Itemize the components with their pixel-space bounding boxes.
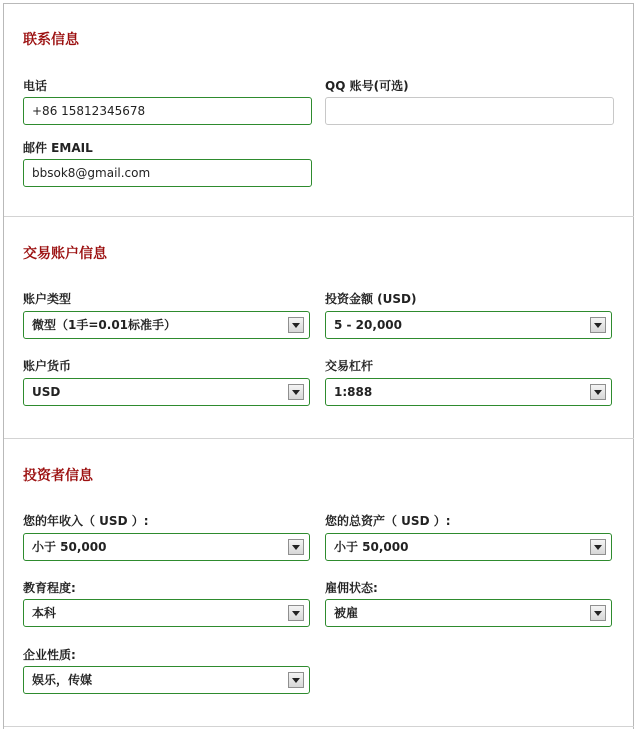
- account-type-label: 账户类型: [23, 292, 72, 306]
- amount-label: 投资金额 (USD): [325, 292, 417, 306]
- chevron-down-icon[interactable]: [288, 384, 304, 400]
- industry-select[interactable]: [23, 666, 310, 694]
- section-divider: [4, 438, 634, 439]
- industry-label: 企业性质:: [23, 648, 76, 662]
- leverage-label: 交易杠杆: [325, 359, 374, 373]
- amount-select[interactable]: [325, 311, 612, 339]
- industry-value: 娱乐，传媒: [32, 673, 93, 687]
- section-divider: [4, 726, 634, 727]
- qq-field[interactable]: [325, 97, 614, 125]
- currency-value: USD: [32, 385, 61, 399]
- education-value: 本科: [32, 606, 57, 620]
- investor-section-title: 投资者信息: [23, 468, 93, 484]
- account-type-value: 微型（1手=0.01标准手）: [32, 318, 177, 332]
- amount-value: 5 - 20,000: [334, 318, 402, 332]
- chevron-down-icon[interactable]: [288, 605, 304, 621]
- chevron-down-icon[interactable]: [288, 317, 304, 333]
- employment-value: 被雇: [334, 606, 359, 620]
- chevron-down-icon[interactable]: [590, 539, 606, 555]
- phone-field[interactable]: +86 15812345678: [23, 97, 312, 125]
- education-select[interactable]: [23, 599, 310, 627]
- income-select[interactable]: [23, 533, 310, 561]
- contact-section-title: 联系信息: [23, 32, 79, 48]
- currency-label: 账户货币: [23, 359, 72, 373]
- email-label: 邮件 EMAIL: [23, 141, 93, 155]
- assets-value: 小于 50,000: [334, 540, 409, 554]
- employment-label: 雇佣状态:: [325, 581, 378, 595]
- income-value: 小于 50,000: [32, 540, 107, 554]
- assets-select[interactable]: [325, 533, 612, 561]
- income-label: 您的年收入（ USD ）:: [23, 514, 149, 528]
- employment-select[interactable]: [325, 599, 612, 627]
- leverage-select[interactable]: [325, 378, 612, 406]
- phone-label: 电话: [23, 79, 48, 93]
- currency-select[interactable]: [23, 378, 310, 406]
- qq-label: QQ 账号(可选): [325, 79, 409, 93]
- section-divider: [4, 216, 634, 217]
- chevron-down-icon[interactable]: [590, 605, 606, 621]
- chevron-down-icon[interactable]: [590, 317, 606, 333]
- account-type-select[interactable]: [23, 311, 310, 339]
- education-label: 教育程度:: [23, 581, 76, 595]
- chevron-down-icon[interactable]: [288, 539, 304, 555]
- account-section-title: 交易账户信息: [23, 246, 107, 262]
- email-field[interactable]: bbsok8@gmail.com: [23, 159, 312, 187]
- assets-label: 您的总资产（ USD ）:: [325, 514, 451, 528]
- chevron-down-icon[interactable]: [590, 384, 606, 400]
- chevron-down-icon[interactable]: [288, 672, 304, 688]
- leverage-value: 1:888: [334, 385, 373, 399]
